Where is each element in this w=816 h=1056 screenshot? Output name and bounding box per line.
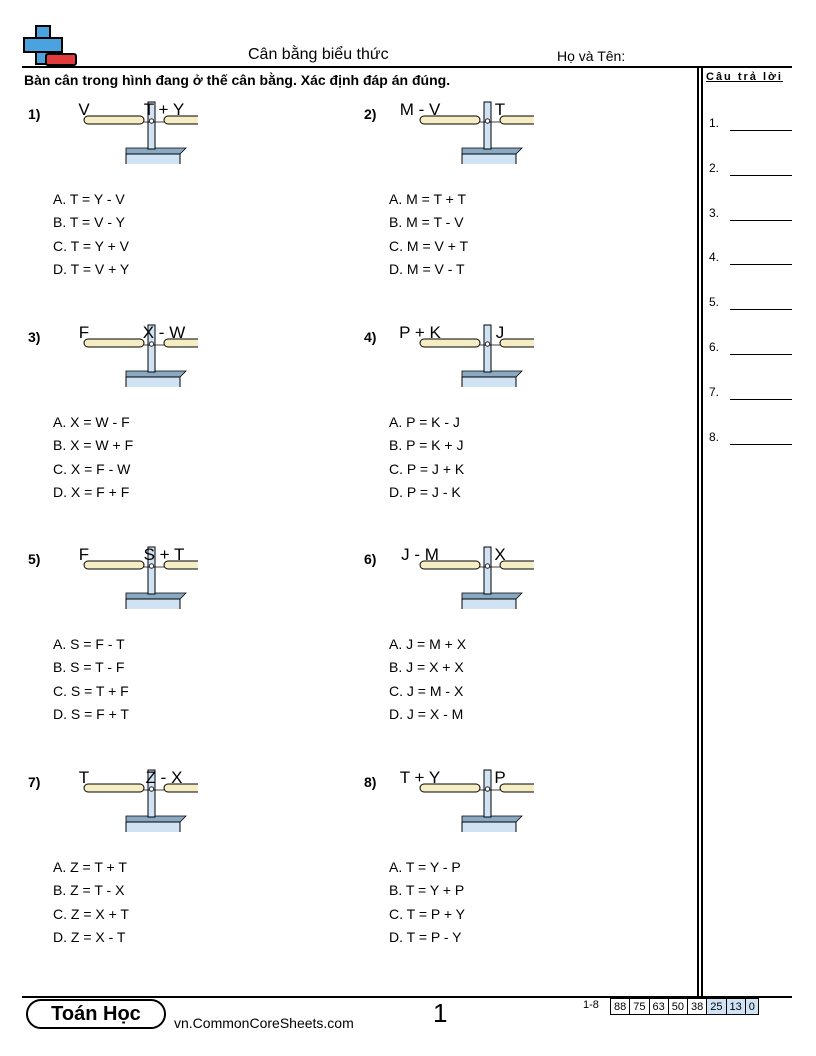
problem-number: 5) <box>28 551 41 567</box>
answer-number: 7. <box>709 384 720 399</box>
choice-option[interactable]: C. J = M - X <box>389 682 464 699</box>
score-table <box>610 998 759 1015</box>
answer-number: 5. <box>709 295 720 310</box>
problem-number: 8) <box>364 774 377 790</box>
problem-number: 4) <box>364 329 377 345</box>
choice-option[interactable]: A. T = Y - V <box>53 191 125 207</box>
choice-option[interactable]: A. T = Y - P <box>389 859 461 875</box>
problem-5 <box>28 545 328 745</box>
problem-2 <box>364 100 664 300</box>
choice-list <box>389 411 464 504</box>
column-divider <box>701 68 703 996</box>
score-cell: 63 <box>649 999 668 1015</box>
right-expression: X <box>494 545 506 564</box>
score-cell: 38 <box>688 999 707 1015</box>
choice-option[interactable]: D. T = P - Y <box>389 928 462 945</box>
answer-blank[interactable] <box>730 354 792 355</box>
left-expression: M - V <box>399 100 441 119</box>
choice-option[interactable]: D. M = V - T <box>389 260 465 277</box>
choice-option[interactable]: D. S = F + T <box>53 705 129 722</box>
answers-heading: Câu trả lời <box>706 71 783 83</box>
choice-option[interactable]: B. Z = T - X <box>53 882 125 899</box>
column-divider <box>697 68 699 996</box>
choice-list <box>53 188 129 281</box>
score-cell: 0 <box>745 999 758 1015</box>
choice-list <box>53 411 133 504</box>
choice-option[interactable]: A. P = K - J <box>389 414 460 430</box>
problem-number: 2) <box>364 106 377 122</box>
right-expression: P <box>494 768 506 787</box>
answer-number: 3. <box>709 205 720 220</box>
left-expression: T <box>78 768 90 787</box>
right-expression: T <box>494 100 506 119</box>
problem-number: 6) <box>364 551 377 567</box>
answer-number: 6. <box>709 340 720 354</box>
left-expression: V <box>78 100 90 119</box>
choice-option[interactable]: C. P = J + K <box>389 460 465 477</box>
choice-option[interactable]: D. X = F + F <box>53 483 130 500</box>
choice-option[interactable]: D. Z = X - T <box>53 928 126 945</box>
problem-8 <box>364 768 664 968</box>
answer-blank[interactable] <box>730 399 792 400</box>
problem-3 <box>28 323 328 523</box>
left-expression: J - M <box>401 545 439 564</box>
choice-list <box>389 856 465 949</box>
instructions: Bàn cân trong hình đang ở thế cân bằng. Xác định đáp án đúng. <box>24 72 451 88</box>
choice-option[interactable]: B. M = T - V <box>389 214 464 231</box>
header-divider <box>22 66 792 68</box>
choice-option[interactable]: D. T = V + Y <box>53 260 130 277</box>
answer-number: 2. <box>709 160 720 175</box>
name-label: Họ và Tên: <box>557 48 626 64</box>
score-cell: 25 <box>707 999 726 1015</box>
left-expression: T + Y <box>399 768 441 787</box>
left-expression: F <box>78 323 90 342</box>
choice-option[interactable]: D. J = X - M <box>389 705 464 722</box>
problem-number: 1) <box>28 106 41 122</box>
problem-number: 7) <box>28 774 41 790</box>
choice-list <box>389 188 468 281</box>
choice-option[interactable]: C. S = T + F <box>53 682 129 699</box>
problem-4 <box>364 323 664 523</box>
problem-7 <box>28 768 328 968</box>
score-cell: 88 <box>611 999 630 1015</box>
choice-list <box>389 633 466 726</box>
right-expression: Z - X <box>145 768 183 787</box>
choice-option[interactable]: C. T = Y + V <box>53 237 130 254</box>
choice-option[interactable]: B. J = X + X <box>389 659 464 676</box>
choice-option[interactable]: D. P = J - K <box>389 483 461 500</box>
answer-number: 1. <box>709 116 720 130</box>
choice-option[interactable]: A. S = F - T <box>53 636 125 652</box>
choice-option[interactable]: B. T = Y + P <box>389 882 465 899</box>
brand-badge: Toán Học <box>26 999 166 1029</box>
choice-option[interactable]: C. T = P + Y <box>389 905 466 922</box>
left-expression: F <box>78 545 90 564</box>
choice-option[interactable]: C. Z = X + T <box>53 905 129 922</box>
left-expression: P + K <box>399 323 441 342</box>
choice-option[interactable]: B. P = K + J <box>389 437 464 454</box>
answer-blank[interactable] <box>730 264 792 265</box>
answer-number: 4. <box>709 250 720 265</box>
answer-number: 8. <box>709 429 720 444</box>
problem-number: 3) <box>28 329 41 345</box>
choice-option[interactable]: B. X = W + F <box>53 437 134 454</box>
logo-icon <box>22 24 80 68</box>
answer-blank[interactable] <box>730 130 792 131</box>
choice-option[interactable]: B. S = T - F <box>53 659 125 676</box>
problem-6 <box>364 545 664 745</box>
choice-option[interactable]: C. X = F - W <box>53 460 131 477</box>
right-expression: T + Y <box>143 100 185 119</box>
answer-blank[interactable] <box>730 444 792 445</box>
answer-blank[interactable] <box>730 175 792 176</box>
page-title: Cân bằng biểu thức <box>248 46 389 63</box>
choice-option[interactable]: C. M = V + T <box>389 237 469 254</box>
choice-option[interactable]: A. M = T + T <box>389 191 467 207</box>
choice-option[interactable]: A. J = M + X <box>389 636 467 652</box>
choice-list <box>53 633 129 726</box>
site-url: vn.CommonCoreSheets.com <box>174 1015 354 1031</box>
choice-list <box>53 856 129 949</box>
right-expression: J <box>495 323 505 342</box>
choice-option[interactable]: A. X = W - F <box>53 414 130 430</box>
score-cell: 50 <box>668 999 687 1015</box>
choice-option[interactable]: A. Z = T + T <box>53 859 127 875</box>
score-cell: 13 <box>726 999 745 1015</box>
right-expression: S + T <box>143 545 185 564</box>
score-cell: 75 <box>630 999 649 1015</box>
answer-blank[interactable] <box>730 309 792 310</box>
choice-option[interactable]: B. T = V - Y <box>53 214 125 231</box>
score-range: 1-8 <box>583 999 599 1011</box>
answer-blank[interactable] <box>730 220 792 221</box>
problem-1 <box>28 100 328 300</box>
page-number: 1 <box>433 998 448 1028</box>
right-expression: X - W <box>142 323 186 342</box>
